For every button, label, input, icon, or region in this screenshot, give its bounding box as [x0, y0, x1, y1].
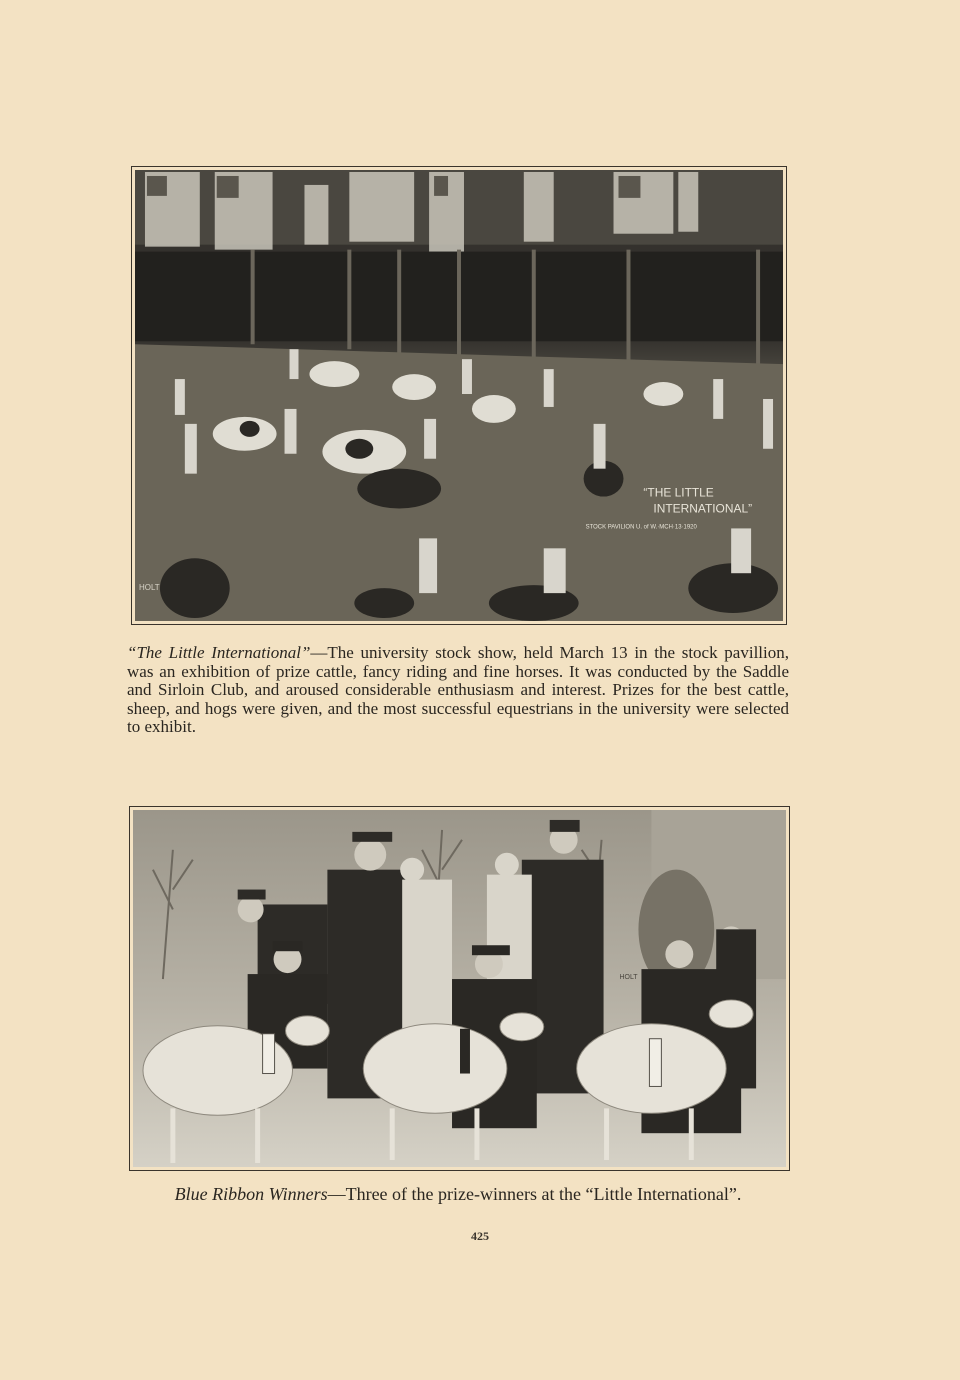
bleed-through-text [0, 20, 960, 43]
caption-blue-ribbon-text: —Three of the prize-winners at the “Little International”. [327, 1184, 742, 1204]
stock-pavilion-photo [131, 166, 787, 625]
sign-line-2: INTERNATIONAL” [653, 501, 753, 516]
blue-ribbon-image [133, 810, 786, 1167]
caption-stock-show-title: “The Little International” [127, 643, 311, 662]
page-number: 425 [471, 1229, 489, 1243]
sign-line-3: STOCK PAVILION U. of W.·MCH·13·1920 [585, 524, 697, 531]
stock-pavilion-image [135, 170, 783, 621]
caption-blue-ribbon-title: Blue Ribbon Winners [174, 1184, 328, 1204]
studio-mark-2: HOLT [619, 974, 638, 982]
caption-stock-show-text: —The university stock show, held March 13 in the stock pavillion, was an exhibition of prize cattle, fancy riding and fine horses. It was conducted by the Saddle and Sirloin Club, and aroused considerable enthusiasm and interest. Prizes for the best cattle, sheep, and hogs were given, and the most successful equestrians in the university were selected to exhibit. [127, 643, 789, 737]
caption-blue-ribbon [127, 1185, 789, 1204]
caption-stock-show [127, 644, 789, 737]
blue-ribbon-photo [129, 806, 790, 1171]
studio-mark-1: HOLT [138, 583, 160, 593]
sign-line-1: “THE LITTLE [643, 485, 714, 500]
